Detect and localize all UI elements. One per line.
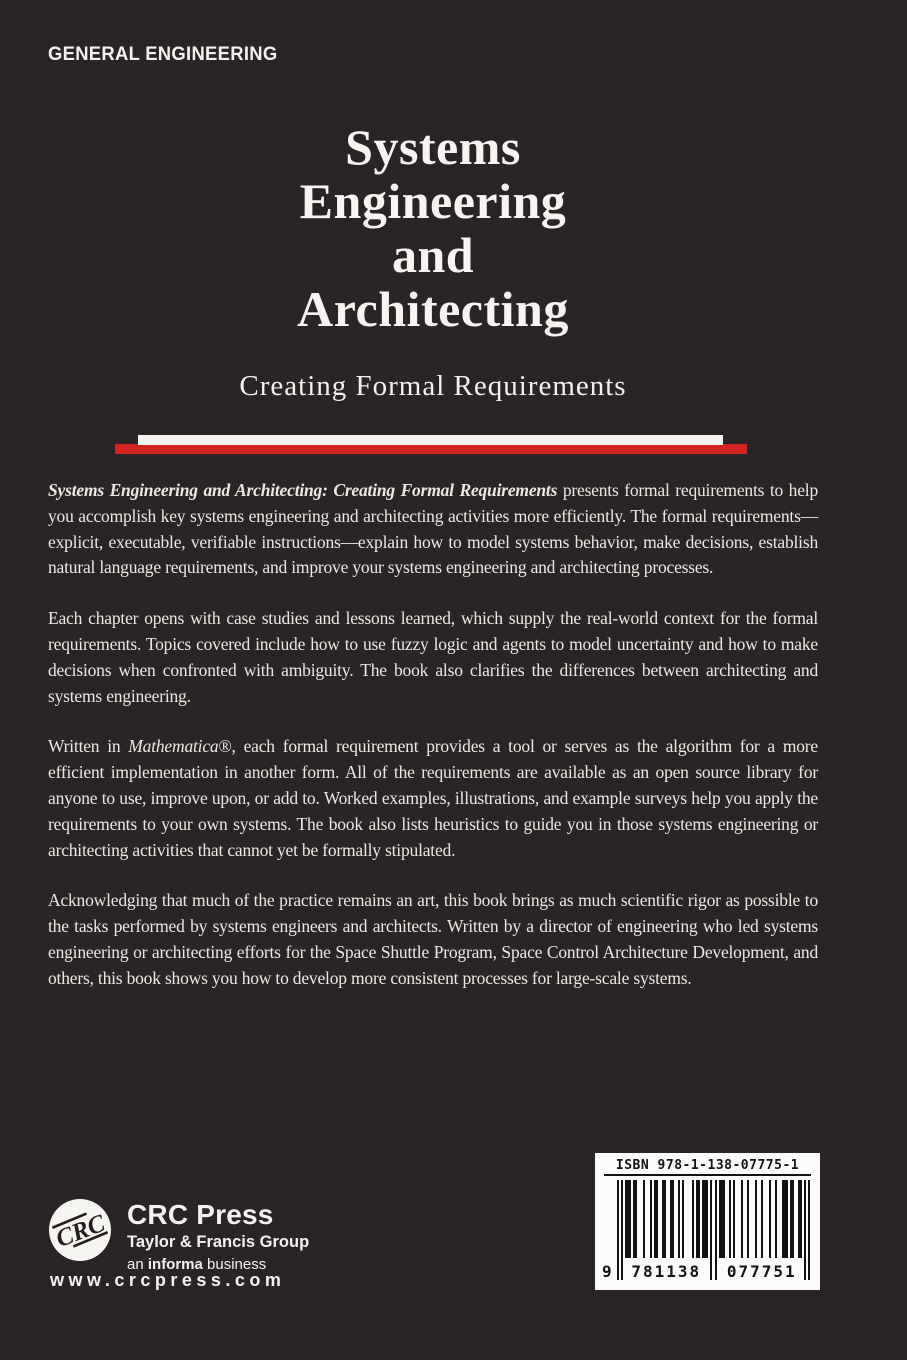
description-paragraph: [48, 734, 818, 863]
title-underline-red: [115, 444, 747, 454]
paragraph-text: presents formal requirements to help you accomplish key systems engineering and architecting activities more efficiently. The formal requirements—explicit, executable, verifiable instructions—explain how to model systems behavior, make decisions, establish natural language requirements, and improve your systems engineering and architecting processes.: [48, 480, 818, 578]
mathematica-italic: Mathematica: [128, 736, 219, 757]
paragraph-text: ®, each formal requirement provides a tool or serves as the algorithm for a more efficient implementation in another form. All of the requirements are available as an open source library for anyone to use, improve upon, or add to. Worked examples, illustrations, and example surveys help you apply the requirements to your own systems. The book also lists heuristics to guide you in those systems engineering or architecting activities that cannot yet be formally stipulated.: [48, 736, 818, 860]
title-line: and: [391, 227, 475, 283]
book-subtitle: Creating Formal Requirements: [239, 370, 627, 402]
paragraph-text: Acknowledging that much of the practice remains an art, this book brings as much scientific rigor as possible to the tasks performed by systems engineers and architects. Written by a director of engineering who led systems engineering or architecting efforts for the Space Shuttle Program, Space Control Architecture Development, and others, this book shows you how to develop more consistent processes for large-scale systems.: [48, 890, 818, 988]
description-paragraph: [48, 478, 818, 581]
tagline-suffix: business: [202, 1256, 267, 1273]
book-description: [48, 478, 818, 1017]
book-title: [48, 120, 818, 403]
publisher-text: [127, 1198, 309, 1274]
publisher-group: Taylor & Francis Group: [127, 1233, 310, 1251]
description-paragraph: [48, 888, 818, 991]
barcode-digit-lead: 9: [602, 1262, 612, 1281]
publisher-block: [48, 1198, 309, 1274]
tagline-informa: informa: [147, 1256, 203, 1273]
svg-text:CRC: CRC: [52, 1209, 109, 1253]
title-line: Systems: [345, 119, 521, 175]
barcode-bars-area: [602, 1180, 810, 1282]
barcode: [595, 1153, 820, 1290]
crc-logo-icon: [48, 1198, 112, 1262]
paragraph-text: Written in: [48, 736, 129, 757]
category-label: GENERAL ENGINEERING: [48, 44, 278, 65]
tagline-prefix: an: [127, 1256, 148, 1273]
isbn-label: ISBN 978-1-138-07775-1: [604, 1158, 811, 1176]
barcode-digit-group: 781138: [631, 1262, 702, 1281]
paragraph-lead-title: Systems Engineering and Architecting: Creating Formal Requirements: [48, 480, 558, 500]
title-underline-white: [138, 435, 723, 445]
description-paragraph: [48, 606, 818, 709]
publisher-name: CRC Press: [127, 1199, 274, 1230]
title-line: Engineering: [299, 173, 567, 229]
paragraph-text: Each chapter opens with case studies and lessons learned, which supply the real-world context for the formal requirements. Topics covered include how to use fuzzy logic and agents to model uncertainty and how to make decisions when confronted with ambiguity. The book also clarifies the differences between architecting and systems engineering.: [48, 608, 818, 706]
title-line: Architecting: [297, 281, 569, 337]
publisher-website: www.crcpress.com: [50, 1270, 286, 1290]
barcode-digit-group: 077751: [726, 1262, 797, 1281]
